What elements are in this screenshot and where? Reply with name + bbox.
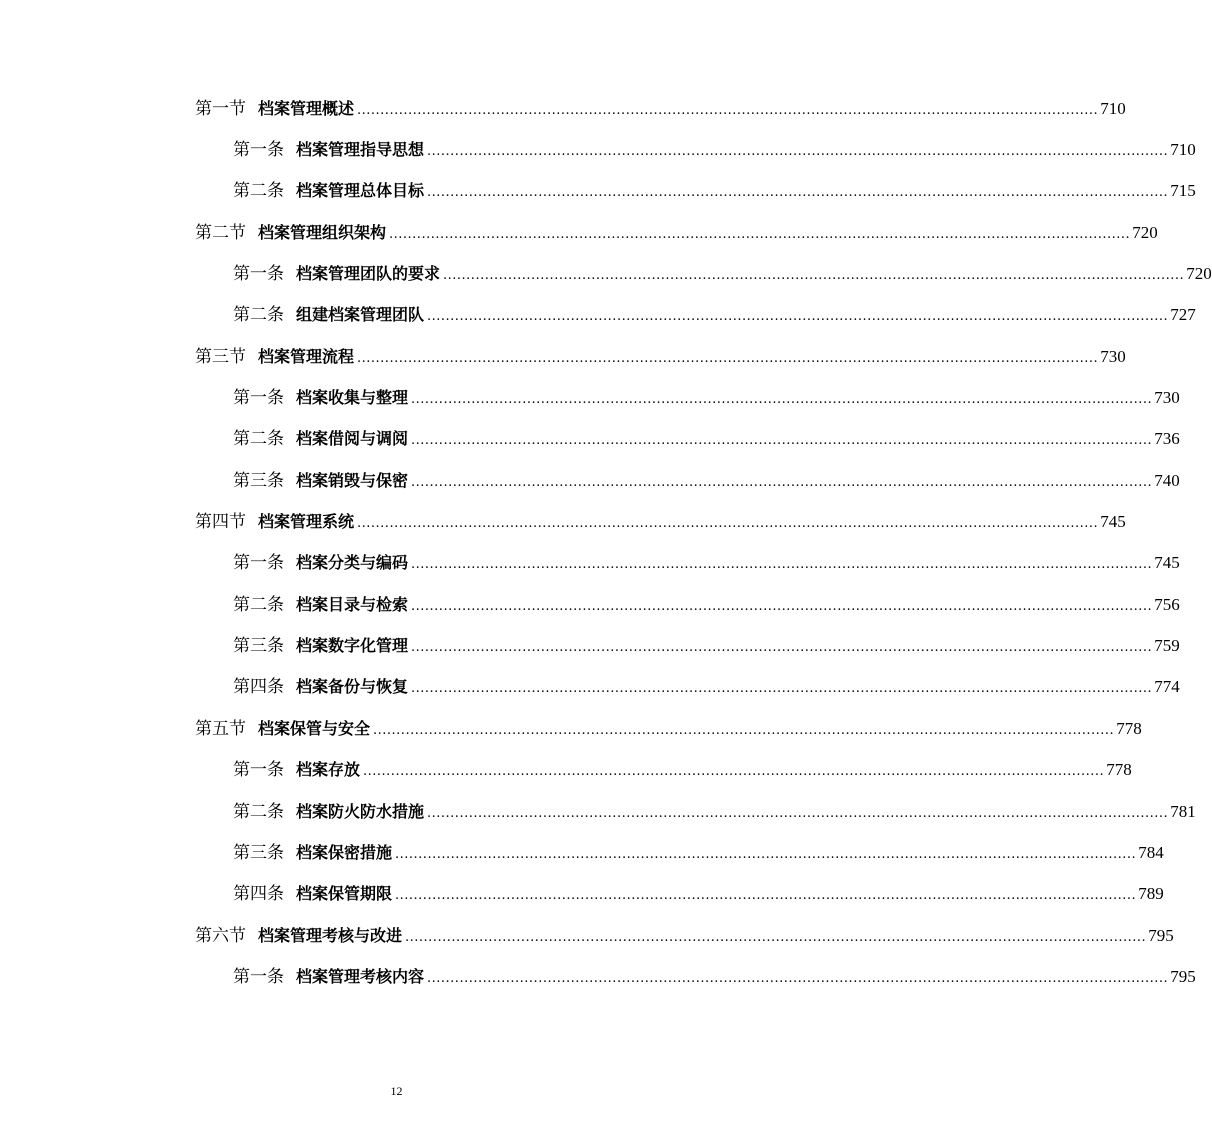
dot-leader: ................................................................................................................................................................ xyxy=(427,970,1169,986)
entry-number: 第二节 xyxy=(195,222,246,243)
entry-page: 756 xyxy=(1154,594,1180,614)
entry-page: 778 xyxy=(1106,760,1132,780)
entry-title: 档案管理系统 xyxy=(258,512,355,532)
entry-title: 档案管理指导思想 xyxy=(296,140,425,160)
entry-page: 759 xyxy=(1154,636,1180,656)
toc-entry[interactable] xyxy=(0,792,1196,833)
dot-leader: ................................................................................................................................................................ xyxy=(405,929,1147,945)
entry-title: 档案收集与整理 xyxy=(296,388,409,408)
toc-entry[interactable] xyxy=(0,751,1132,792)
entry-page: 789 xyxy=(1138,884,1164,904)
dot-leader: ................................................................................................................................................................ xyxy=(411,392,1153,408)
entry-number: 第三条 xyxy=(233,636,284,657)
entry-number: 第二条 xyxy=(233,305,284,326)
toc-entry[interactable] xyxy=(0,89,1126,130)
dot-leader: ................................................................................................................................................................ xyxy=(411,598,1153,614)
toc-entry[interactable] xyxy=(0,585,1180,626)
entry-number: 第一条 xyxy=(233,966,284,987)
dot-leader: ................................................................................................................................................................ xyxy=(427,185,1169,201)
entry-title: 档案备份与恢复 xyxy=(296,677,409,697)
entry-number: 第二条 xyxy=(233,429,284,450)
toc-entry[interactable] xyxy=(0,833,1164,874)
toc-entry[interactable] xyxy=(0,337,1126,378)
entry-title: 档案存放 xyxy=(296,760,361,780)
dot-leader: ................................................................................................................................................................ xyxy=(443,268,1185,284)
entry-page: 727 xyxy=(1170,305,1196,325)
toc-entry[interactable] xyxy=(0,668,1180,709)
toc-entry[interactable] xyxy=(0,957,1196,998)
entry-title: 档案管理组织架构 xyxy=(258,222,387,242)
entry-title: 档案管理概述 xyxy=(258,98,355,118)
toc-entry[interactable] xyxy=(0,916,1174,957)
toc-entry[interactable] xyxy=(0,502,1126,543)
toc-entry[interactable] xyxy=(0,254,1212,295)
entry-title: 档案管理考核与改进 xyxy=(258,925,403,945)
toc-entry[interactable] xyxy=(0,378,1180,419)
entry-page: 710 xyxy=(1100,98,1126,118)
entry-page: 740 xyxy=(1154,470,1180,490)
entry-number: 第二条 xyxy=(233,801,284,822)
toc-entry[interactable] xyxy=(0,172,1196,213)
entry-title: 档案目录与检索 xyxy=(296,594,409,614)
toc-entry[interactable] xyxy=(0,626,1180,667)
dot-leader: ................................................................................................................................................................ xyxy=(411,433,1153,449)
entry-title: 档案借阅与调阅 xyxy=(296,429,409,449)
entry-title: 档案管理流程 xyxy=(258,346,355,366)
entry-page: 730 xyxy=(1100,346,1126,366)
dot-leader: ................................................................................................................................................................ xyxy=(427,144,1169,160)
toc-entry[interactable] xyxy=(0,709,1142,750)
dot-leader: ................................................................................................................................................................ xyxy=(357,350,1099,366)
entry-page: 715 xyxy=(1170,181,1196,201)
entry-number: 第一条 xyxy=(233,760,284,781)
entry-number: 第四条 xyxy=(233,677,284,698)
entry-title: 档案销毁与保密 xyxy=(296,470,409,490)
toc-entry[interactable] xyxy=(0,213,1158,254)
dot-leader: ................................................................................................................................................................ xyxy=(411,681,1153,697)
entry-number: 第三节 xyxy=(195,346,246,367)
entry-number: 第一条 xyxy=(233,553,284,574)
entry-page: 710 xyxy=(1170,140,1196,160)
dot-leader: ................................................................................................................................................................ xyxy=(373,722,1115,738)
entry-number: 第四节 xyxy=(195,512,246,533)
dot-leader: ................................................................................................................................................................ xyxy=(427,805,1169,821)
entry-title: 档案防火防水措施 xyxy=(296,801,425,821)
entry-page: 720 xyxy=(1132,222,1158,242)
dot-leader: ................................................................................................................................................................ xyxy=(395,846,1137,862)
entry-number: 第三条 xyxy=(233,842,284,863)
entry-page: 745 xyxy=(1100,512,1126,532)
entry-number: 第一节 xyxy=(195,98,246,119)
entry-page: 720 xyxy=(1186,264,1212,284)
entry-number: 第一条 xyxy=(233,388,284,409)
dot-leader: ................................................................................................................................................................ xyxy=(357,102,1099,118)
entry-title: 档案保管与安全 xyxy=(258,718,371,738)
entry-page: 745 xyxy=(1154,553,1180,573)
entry-title: 档案保管期限 xyxy=(296,884,393,904)
entry-page: 774 xyxy=(1154,677,1180,697)
entry-number: 第二条 xyxy=(233,594,284,615)
dot-leader: ................................................................................................................................................................ xyxy=(363,764,1105,780)
dot-leader: ................................................................................................................................................................ xyxy=(389,226,1131,242)
toc-entry[interactable] xyxy=(0,296,1196,337)
dot-leader: ................................................................................................................................................................ xyxy=(411,640,1153,656)
dot-leader: ................................................................................................................................................................ xyxy=(357,516,1099,532)
entry-page: 784 xyxy=(1138,842,1164,862)
toc-entry[interactable] xyxy=(0,544,1180,585)
entry-title: 档案分类与编码 xyxy=(296,553,409,573)
entry-title: 档案管理考核内容 xyxy=(296,966,425,986)
entry-page: 730 xyxy=(1154,388,1180,408)
entry-number: 第三条 xyxy=(233,470,284,491)
entry-title: 档案管理总体目标 xyxy=(296,181,425,201)
dot-leader: ................................................................................................................................................................ xyxy=(411,474,1153,490)
entry-number: 第一条 xyxy=(233,264,284,285)
entry-page: 795 xyxy=(1148,925,1174,945)
entry-page: 781 xyxy=(1170,801,1196,821)
entry-number: 第二条 xyxy=(233,181,284,202)
entry-page: 778 xyxy=(1116,718,1142,738)
entry-number: 第六节 xyxy=(195,925,246,946)
table-of-contents xyxy=(0,89,1212,999)
entry-title: 档案保密措施 xyxy=(296,842,393,862)
dot-leader: ................................................................................................................................................................ xyxy=(411,557,1153,573)
dot-leader: ................................................................................................................................................................ xyxy=(395,888,1137,904)
toc-entry[interactable] xyxy=(0,130,1196,171)
entry-number: 第四条 xyxy=(233,884,284,905)
toc-entry[interactable] xyxy=(0,875,1164,916)
toc-entry[interactable] xyxy=(0,461,1180,502)
entry-page: 736 xyxy=(1154,429,1180,449)
toc-entry[interactable] xyxy=(0,420,1180,461)
dot-leader: ................................................................................................................................................................ xyxy=(427,309,1169,325)
entry-title: 组建档案管理团队 xyxy=(296,305,425,325)
page-number: 12 xyxy=(390,1084,403,1098)
entry-title: 档案数字化管理 xyxy=(296,636,409,656)
entry-page: 795 xyxy=(1170,966,1196,986)
entry-title: 档案管理团队的要求 xyxy=(296,264,441,284)
entry-number: 第一条 xyxy=(233,140,284,161)
entry-number: 第五节 xyxy=(195,718,246,739)
